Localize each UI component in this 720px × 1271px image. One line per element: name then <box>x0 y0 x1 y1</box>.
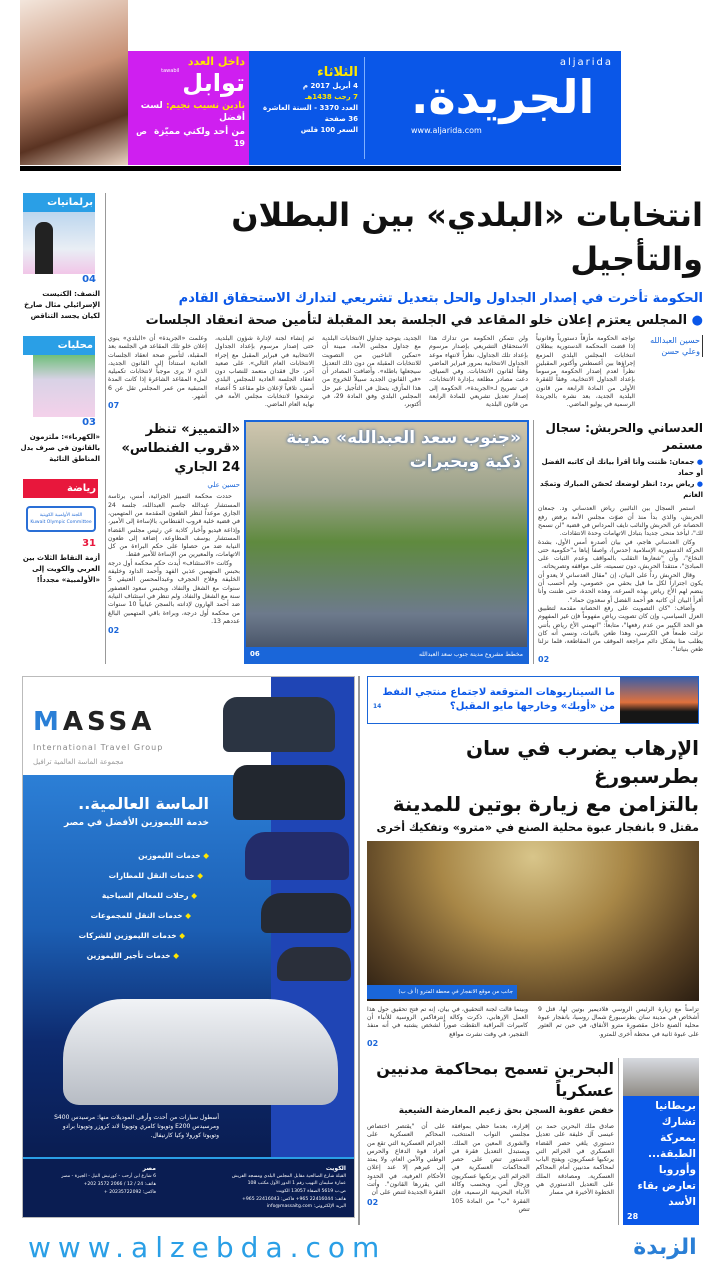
adasani-story <box>538 420 703 663</box>
bahrain-headline[interactable]: البحرين تسمح بمحاكمة مدنيين عسكرياً <box>376 1058 614 1100</box>
byline-1: حسين العبدالله <box>650 336 700 345</box>
fleet-text: أسطول سيارات من أحدث وأرقى الموديلات منها: مرسيدس S400 ومرسيدس E200 وتويوتا كامري وتويوتا لاند كروزر وتويوتا برادو وتويوتا كورولا وكيا كارنيفال. <box>54 1113 219 1139</box>
olympic-logo-en: Kuwait Olympic Committee <box>30 520 92 525</box>
service-item: ◆ رحلات للمعالم السياحية <box>101 890 197 900</box>
lead-column: الجديد، بتوحيد جداول الانتخابات البلدية مع جداول مجلس الأمة، مبينة أن «تمكين الناخبين من التصويت للانتخابات المقبلة من دون ذلك التعديل سيجعلها باطلة». وأضافت المصادر أن «في القانون الجديد سبيلاً للخروج من هذا المأزق، يتمثل في التأجيل عبر حل المجلس البلدي وفق المادة 29، في أكتوبر، <box>322 335 421 409</box>
tamyeez-page-ref[interactable]: 02 <box>108 626 120 636</box>
bahrain-column: إقراره، بعدما حظي بموافقة مجلسي النواب المنتخب، والشورى المعين من الملك. ويستبدل التعديل فقرة في الدستور تنص على حصر المحاكمات العسكرية في الجرائم التي يرتكبها عسكريون ورجال أمن. وبحسب وكالة الأنباء البحرينية الرسمية، فإن الفقرة "ب" من المادة 105 تنص <box>451 1122 530 1213</box>
issue-info <box>251 57 358 159</box>
egypt-contact: مصر 6 شارع ابن أرحب - كورنيش النيل - الجيزة - مصر هاتف: 24 / 12 / 2066 3572 202+ فاكس: 20235722092 + <box>31 1164 156 1211</box>
page-ref[interactable]: 31 <box>82 538 96 549</box>
lead-column: وعلمت «الجريدة» أن «البلدي» ينوي إعلان خلو تلك المقاعد في الجلسة بعد المقبلة، لتأمين صحة انعقاد الجلسات العادية استناداً إلى القانون الجديد، الذي لا يرى موجباً لانتخابات تكميلية لملء المقاعد الشاغرة إذا كانت المدة المتبقية من عمر المجلس تقل عن 6 أشهر. <box>108 335 207 401</box>
tamyeez-story <box>108 420 240 663</box>
section-header-sports[interactable]: رياضة <box>23 479 98 498</box>
massa-ad[interactable] <box>22 676 355 1218</box>
paragraph: وأضاف: "كان التصويت على رفع الحصانة مقدمة لتطبيق العزل السياسي، وإن كان تصويت رياض مفهوماً فإن غير المفهوم هو الحد الكبير من عدم رفعها"، متابعاً: "اتهمني الأخ رياض بأنني نزلت طمعاً في الكرسي، وهذا طعن بالنيات، ونسي أنه كان يطلب منا بشكل دائم مراجعة الموقف من المقاطعة، فلما نزلنا طعن بنياتنا". <box>538 604 703 654</box>
bahrain-page-ref[interactable]: 02 <box>367 1197 379 1207</box>
newspaper-logo[interactable]: الجريدة. <box>411 70 595 124</box>
service-item: ◆ خدمات النقل للمجموعات <box>90 910 191 920</box>
photo-caption: مخطط مشروع مدينة جنوب سعد العبدالله <box>418 650 523 658</box>
sidebar <box>20 193 100 586</box>
bahrain-column: على أن "يقتصر اختصاص المحاكم العسكرية على الجرائم العسكرية التي تقع من أفراد قوة الدفاع والحرس الوطني والأمن العام، ولا يمتد إلى غيرهم إلا عند إعلان الأحكام العرفية، في الحدود التي يقررها القانون". وأتت الفقرة الجديدة لتنص على أن <box>367 1122 446 1197</box>
paragraph: وكانت «الاستئناف» أيدت حكم محكمة أول درجة بحبس المتهمين عذبي الفهد وأحمد الداود وخليفة الخليفة وفلاح الحجرف وعبدالمحسن العتيقي 5 سنوات مع الشغل والنفاذ، وبحبس سعود العصفور سنة مع الشغل والنفاذ، ولم تنظر في استئناف النيابة ضد أحمد الهارون لإدانته بالسجن غيابياً 10 سنوات من محكمة أول درجة، وبراءة باقي المتهمين البالغ عددهم 13. <box>108 559 241 625</box>
photo-caption: جانب من موقع الانفجار في محطة المترو (أ ف ب) <box>367 985 517 999</box>
day: الثلاثاء <box>317 65 358 80</box>
oil-line-1: ما السيناريوهات المتوقعة لاجتماع منتجي النفط <box>382 686 615 698</box>
ad-divider <box>358 676 360 1225</box>
photo-headline: «جنوب سعد العبدالله» مدينة ذكية وبحيرات <box>286 428 521 473</box>
britain-page-ref[interactable]: 28 <box>627 1211 639 1221</box>
parliament-photo <box>23 212 95 274</box>
bahrain-column: صادق ملك البحرين حمد بن عيسى آل خليفة على تعديل دستوري يلغي حصر القضاء العسكري في الجرائم التي يرتكبها عسكريون، ويفتح الباب لمحاكمة مدنيين أمام المحاكم العسكرية. ومصادقة الملك على التعديل الدستوري هي الخطوة الأخيرة في مسار <box>535 1122 614 1197</box>
terror-columns <box>367 1006 699 1048</box>
promo-label: داخل العدد <box>187 55 245 68</box>
bahrain-subhead: خفض عقوبة السجن بحق زعيم المعارضة الشيعية <box>398 1105 614 1116</box>
bottom-section <box>20 676 703 1225</box>
car-sedan-1 <box>261 893 351 933</box>
lead-page-ref[interactable]: 07 <box>108 401 120 411</box>
group-ar: مجموعة الماسة العالمية ترافيل <box>33 757 124 766</box>
promo-headline-c: من أحد ولكني مميّزة <box>153 127 245 137</box>
teaser-text[interactable]: النصف: الكنيست الإسرائيلي مثال صارخ لكيان يجسد التناقض <box>24 290 100 320</box>
adasani-headline[interactable]: العدساني والحربش: سجال مستمر <box>545 421 703 453</box>
divider <box>618 1058 619 1225</box>
oil-page-ref[interactable]: 14 <box>373 703 382 711</box>
right-column <box>367 676 699 1225</box>
terror-subhead: مقتل 9 بانفجار عبوة محلية الصنع في «مترو» وتفكيك أخرى <box>376 820 699 834</box>
adasani-bullets: ● جمعان: ظننت وأنا أقرأ بيانك أن كاتبه الفضل أو حماد ● رياض يرد: انظر لوضعك تُحصّن المبارك وتمجّد الغانم <box>540 458 703 500</box>
service-item: ◆ خدمات الليموزين للشركات <box>78 930 185 940</box>
britain-text: بريطانيا تشارك بمعركة الطبقة... وأوروبا تعارض بقاء الأسد <box>637 1099 696 1208</box>
lead-bullet: ● المجلس يعتزم إعلان خلو المقاعد في الجلسة بعد المقبلة لتأمين صحة انعقاد الجلسات <box>145 313 703 328</box>
main-section <box>20 193 703 664</box>
page-count: 36 صفحة <box>324 115 358 123</box>
paragraph: وقال الحربش رداً على البيان، إن "مقال العدساني لا يعدو أن يكون اجتراراً لكل ما قيل بحقي من خصومي، ولم أحسب أن ينضم لهم الأخ رياض بهذه السرعة، وهذه الحدة، حتى ظننت وأنا أقرأ البيان أن كاتبه هو أحمد الفضل أو سعدون حماد". <box>538 571 703 604</box>
oil-line-2: من «أوبك» وخارجها مايو المقبل؟ <box>449 700 615 712</box>
car-sedan-2 <box>277 947 351 981</box>
lead-subhead: الحكومة تأخرت في إصدار الجداول والحل بتعديل تشريعي لتدارك الاستحقاق القادم <box>178 291 703 306</box>
promo-headline-a: نادين نسيب نجيم: <box>165 101 245 111</box>
terror-column: وبينما قالت لجنة التحقيق، في بيان، إنه تم فتح تحقيق حول هذا العمل الإرهابي، ذكرت وكالة إنترفاكس الروسية للأنباء أن كاميرات المراقبة التقطت صوراً لشخص يشتبه في أنه منفذ التفجير، في وقت نشرت مواقع <box>367 1005 528 1038</box>
masthead-divider <box>364 57 365 159</box>
kuwait-contact: الكويت القبلة شارع الصالحية مقابل المجلس البلدي ومسجد الفريش عمارة سليمان النهيب رقم 1 الدور الأول مكتب 108 ص.ب 5619 الصفاة 13057 الكويت هاتف: 22416044 965+ فاكس: 22416043 965+ البريد الإلكتروني: info@massaitg.com <box>164 1164 346 1211</box>
page-ref[interactable]: 04 <box>82 274 96 285</box>
adasani-page-ref[interactable]: 02 <box>538 654 550 664</box>
service-item: ◆ خدمات النقل للمطارات <box>108 870 203 880</box>
photo-caption-bar <box>246 647 527 662</box>
services-list <box>37 846 209 966</box>
massa-logo: MASSA <box>33 706 156 737</box>
bahrain-row <box>367 1058 699 1225</box>
lead-columns <box>108 335 635 410</box>
paragraph: وكان العدساني هاجم، في بيان أصدره أمس الأول، بشدة الحركة الدستورية الإسلامية (حدس)، واصفاً إياها بـ"حكومية حتى النخاع"، وأن "شعارها التقلب بالمواقف وعدم الثبات على المبادئ"، منتقداً الحربش، دون تسميته، على مواقفه وتصريحاته. <box>538 538 703 571</box>
brand-name: ASSA <box>62 706 156 737</box>
masthead-row <box>20 0 621 165</box>
adasani-body <box>538 505 703 654</box>
car-suv-2 <box>233 765 345 820</box>
terror-headline-1[interactable]: الإرهاب يضرب في سان بطرسبورغ <box>466 735 699 788</box>
city-photo[interactable] <box>244 420 529 663</box>
lead-headline[interactable]: انتخابات «البلدي» بين البطلان والتأجيل <box>231 196 703 278</box>
byline-2: وعلي حسن <box>661 347 700 356</box>
ad-text-block <box>37 793 209 966</box>
tamyeez-byline: حسين علي <box>207 481 240 490</box>
tamyeez-headline[interactable]: «التمييز» تنظر «قروب الفنطاس» 24 الجاري <box>121 422 240 476</box>
lead-column: ثم إنشاء لجنة لإدارة شؤون البلدية، حتى إصدار مرسوم بإعداد الجداول الانتخابية في فبراير المقبل مع إجراء الانتخابات العام التالي». على صعيد آخر، حال فقدان متعمد للنصاب دون انعقاد الجلسة العادية للمجلس البلدي أمس، تلافياً لإعلان خلو مقاعد 5 أعضاء ترشحوا لانتخابات مجلس الأمة في نهاية العام الماضي. <box>215 335 314 409</box>
paragraph: استمر السجال بين النائبين رياض العدساني ود. جمعان الحربش، والذي بدأ منذ أن صوّت مجلس الأمة برفض رفع الحصانة عن الحربش والنائب نايف المرداس في قضية "لن نسمح لك"، ليأخذ منحى جديداً بتبادل الاتهامات وحدة الانتقادات. <box>538 505 703 538</box>
section-header-parliament[interactable]: برلمانيات <box>23 193 95 212</box>
service-item: ◆ خدمات الليموزين <box>138 850 209 860</box>
footer-website[interactable]: www.alzebda.com <box>28 1230 387 1264</box>
tamyeez-body <box>108 493 240 626</box>
lead-column: ولن تتمكن الحكومة من تدارك هذا الاستحقاق التشريعي بإصدار مرسوم بإعداد تلك الجداول، نظراً لانتهاء موعد الجداول الانتخابية بمرور فبراير الماضي وفقاً لقانون الانتخابات. وفي السياق، دعت مصادر مطلعة بـإدارة الانتخابات، في تصريح لـ«الجريدة»، الحكومة إلى إصدار تعديل تشريعي للمادة الرابعة من قانون البلدية <box>429 335 528 409</box>
masthead-rule <box>20 166 621 171</box>
section-header-local[interactable]: محليات <box>23 336 95 355</box>
ad-contacts <box>23 1157 354 1217</box>
local-photo <box>33 355 95 417</box>
oil-pump-photo <box>620 677 698 723</box>
price: السعر 100 فلس <box>300 126 358 134</box>
car-suv-1 <box>223 697 335 752</box>
promo-page: ص 19 <box>136 127 245 148</box>
logo-en: aljarida <box>559 57 613 68</box>
date-gregorian: 4 أبريل 2017 م <box>302 82 358 90</box>
group-en: International Travel Group <box>33 742 164 752</box>
supplement-name: توابل <box>182 69 245 97</box>
byline <box>641 335 703 357</box>
teaser-text[interactable]: «الكهرباء»: ملتزمون بالقانون في صرف بدل المناطق النائية <box>20 433 100 463</box>
website-link[interactable]: www.aljarida.com <box>411 126 482 135</box>
issue-number: العدد 3370 - السنة العاشرة <box>263 104 358 112</box>
ad-title: الماسة العالمية.. <box>78 793 209 813</box>
britain-photo <box>623 1058 699 1096</box>
ad-visual <box>23 677 354 1157</box>
egypt-label: مصر <box>142 1164 156 1172</box>
lead-story <box>108 335 703 410</box>
bullet-text: رياض يرد: انظر لوضعك تُحصّن المبارك وتمجّد الغانم <box>540 480 703 500</box>
oil-teaser[interactable] <box>367 676 699 724</box>
terror-column: تزامناً مع زيارة الرئيس الروسي فلاديمير بوتين لها، قتل 9 أشخاص في مدينة سان بطرسبورغ شمال روسيا، بانفجار عبوة محلية الصنع داخل مقصورة مترو الأنفاق، في حين تم العثور على عبوة ثانية في محطة أخرى للمترو. <box>538 1005 699 1038</box>
middle-row <box>108 420 703 663</box>
metro-photo[interactable] <box>367 841 699 1001</box>
divider <box>533 420 534 663</box>
olympic-logo-ar: اللجنة الأولمبية الكويتية <box>39 513 83 518</box>
lead-column: تواجه الحكومة مأزقاً دستورياً وقانونياً إذا قضت المحكمة الدستورية ببطلان انتخابات المجلس البلدي المزمع إجراؤها بين أغسطس وأكتوبر المقبلين نظراً لعدم إصدار الحكومة مرسوماً بإعداد الجداول الانتخابية، وفقاً للفقرة الأولى من المادة الرابعة من قانون البلدية الجديد، بعد نشره بالجريدة الرسمية في يوليو الماضي. <box>536 335 635 409</box>
promo-headline-b: لست أفضل <box>140 101 245 123</box>
logo-area <box>371 57 613 159</box>
teaser-text[interactable]: أزمة النقاط الثلاث بين العربي والكويت إلى «الأولمبية» مجدداً! <box>22 554 100 584</box>
kuwait-label: الكويت <box>325 1164 346 1172</box>
service-item: ◆ خدمات تأجير الليموزين <box>86 950 179 960</box>
terror-headline-2[interactable]: بالتزامن مع زيارة بوتين للمدينة <box>392 791 699 816</box>
footer-logo: الزبدة <box>633 1234 697 1260</box>
ad-tagline: خدمة الليموزين الأفضل في مصر <box>63 817 209 828</box>
britain-teaser[interactable] <box>623 1058 699 1225</box>
page-ref[interactable]: 06 <box>250 649 260 658</box>
paragraph: حددت محكمة التمييز الجزائية، أمس، برئاسة المستشار عبدالله جاسم العبدالله، جلسة 24 الجاري موعداً لنظر الطعون المقدمة من المتهمين، في قضية خلية قروب الفنطاس، بالإساءة إلى الأمير، وإذاعة فيديو وأخبار كاذبة عن رئيس مجلس القضاء المستشار يوسف المطاوعة، إضافة إلى طعون النيابة ضد من حصلوا على حكم البراءة من كل الاتهامات، والمعيرين من الإساءة للأمير فقط. <box>108 493 240 559</box>
bullet-text: جمعان: ظننت وأنا أقرأ بيانك أن كاتبه الفضل أو حماد <box>541 458 703 478</box>
main-content <box>105 193 703 664</box>
car-mercedes <box>63 999 338 1105</box>
supplement-name-en: tawabil <box>161 68 180 74</box>
car-van <box>245 832 349 880</box>
page-ref[interactable]: 03 <box>82 417 96 428</box>
terror-page-ref[interactable]: 02 <box>367 1038 379 1048</box>
promo-photo <box>20 0 128 165</box>
bullet-text: المجلس يعتزم إعلان خلو المقاعد في الجلسة بعد المقبلة لتأمين صحة انعقاد الجلسات <box>145 313 688 328</box>
masthead <box>249 51 621 165</box>
date-hijri: 7 رجب 1438هـ <box>305 93 358 101</box>
olympic-committee-logo <box>26 506 96 532</box>
footer <box>20 1231 703 1271</box>
bahrain-columns <box>367 1123 614 1214</box>
promo-box[interactable] <box>128 51 249 165</box>
